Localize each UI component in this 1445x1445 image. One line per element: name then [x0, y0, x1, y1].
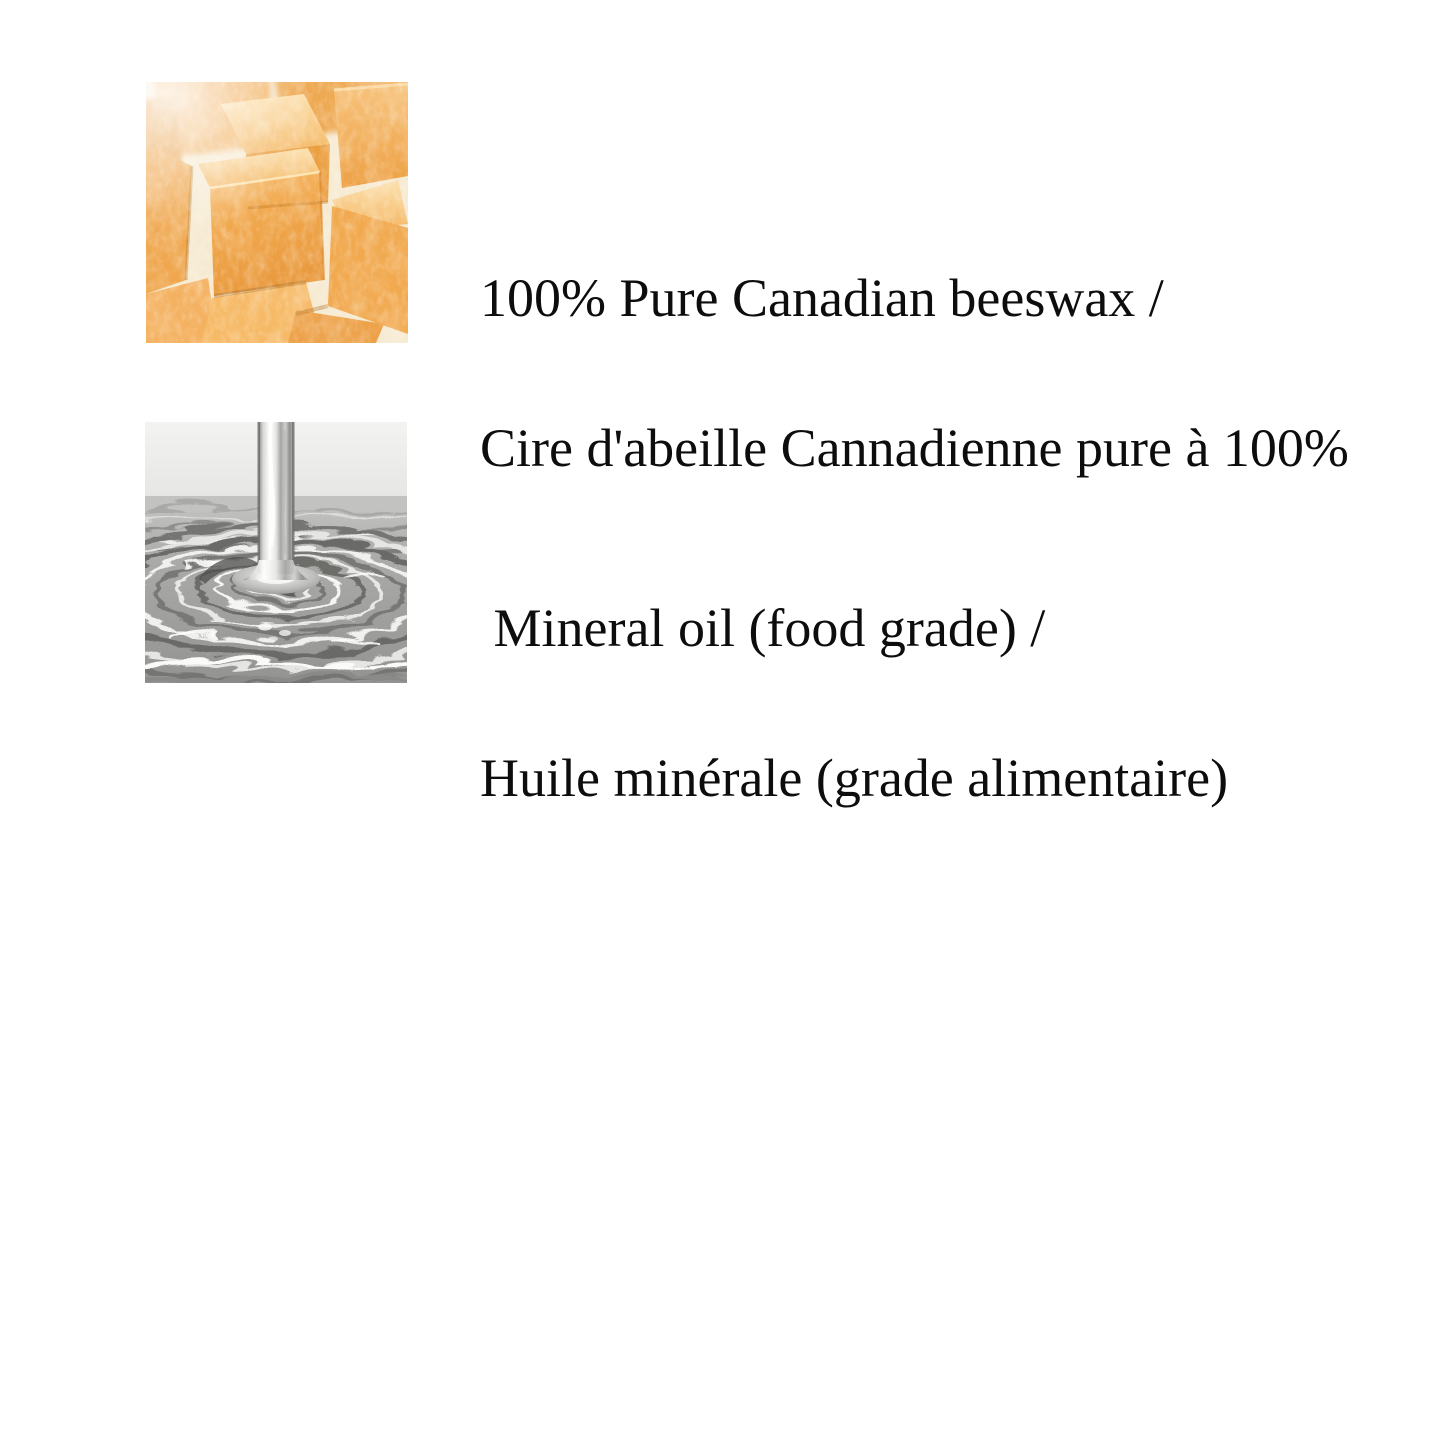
beeswax-cubes-illustration — [146, 82, 408, 343]
caption-beeswax-line-fr: Cire d'abeille Cannadienne pure à 100% — [480, 418, 1349, 478]
mineral-oil-pour-illustration — [145, 422, 407, 683]
caption-beeswax-line-en: 100% Pure Canadian beeswax / — [480, 268, 1164, 328]
beeswax-cubes-photo — [146, 82, 408, 343]
caption-mineral-oil-line-fr: Huile minérale (grade alimentaire) — [480, 748, 1229, 808]
caption-mineral-oil — [480, 503, 1228, 903]
caption-mineral-oil-line-en: Mineral oil (food grade) / — [480, 598, 1046, 658]
mineral-oil-pour-photo — [145, 422, 407, 683]
